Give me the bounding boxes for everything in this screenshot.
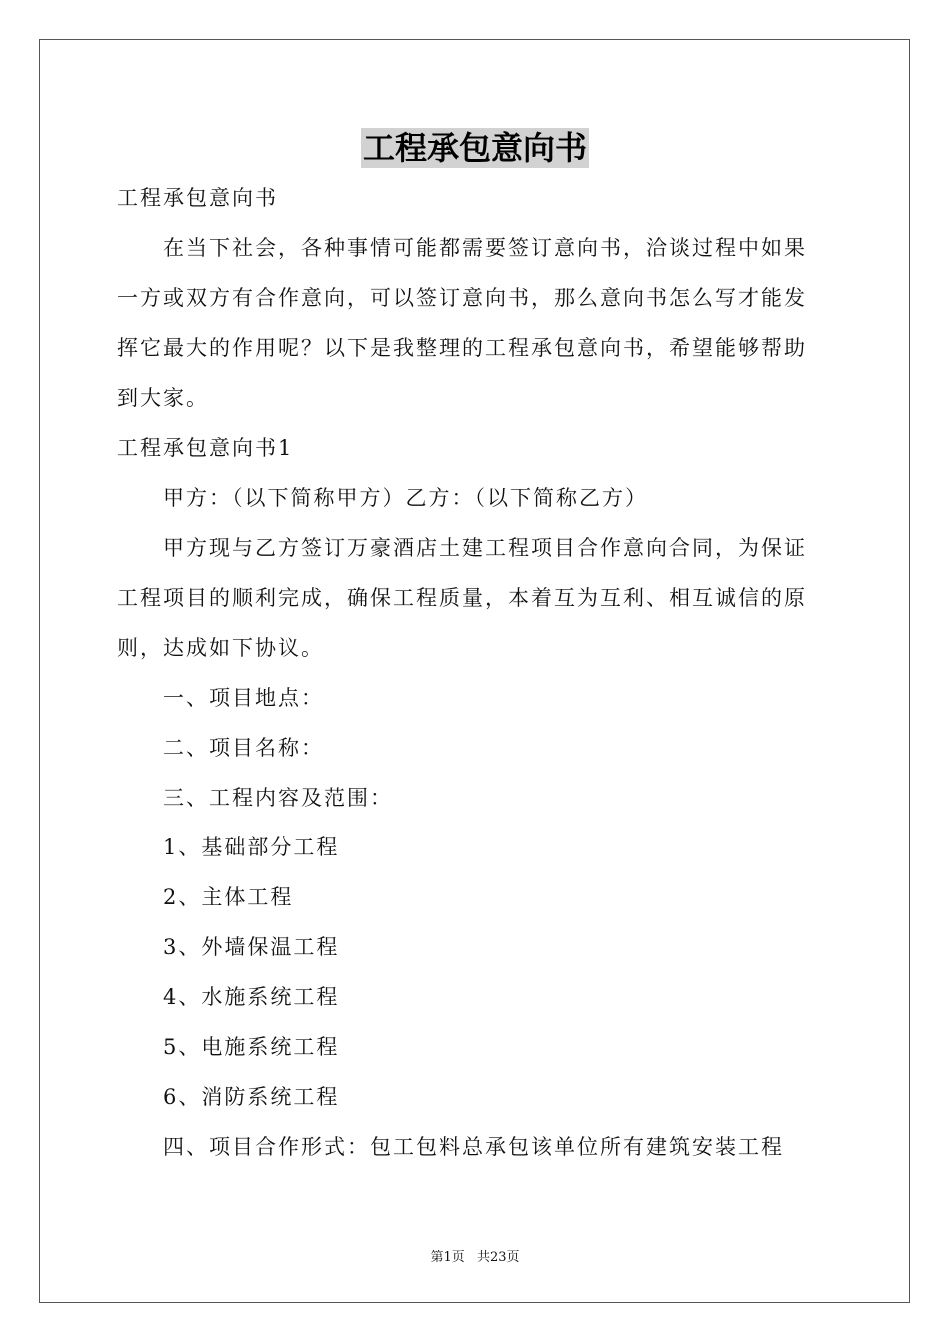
text-line: 四、项目合作形式：包工包料总承包该单位所有建筑安装工程 (117, 1135, 784, 1159)
page-footer (0, 1249, 950, 1267)
text-line: 6、消防系统工程 (117, 1085, 340, 1109)
text-line: 则，达成如下协议。 (117, 636, 324, 660)
text-line: 5、电施系统工程 (117, 1035, 340, 1059)
page-frame (39, 39, 910, 1303)
text-line: 工程承包意向书1 (117, 436, 294, 460)
title-container (0, 128, 950, 168)
text-line: 到大家。 (117, 386, 209, 410)
text-line: 1、基础部分工程 (117, 835, 340, 859)
document-title: 工程承包意向书 (362, 129, 587, 167)
text-line: 工程项目的顺利完成，确保工程质量，本着互为互利、相互诚信的原 (117, 586, 807, 610)
text-line: 一、项目地点： (117, 686, 324, 710)
text-line: 二、项目名称： (117, 736, 324, 760)
text-line: 甲方现与乙方签订万豪酒店土建工程项目合作意向合同，为保证 (117, 536, 807, 560)
text-line: 2、主体工程 (117, 885, 294, 909)
text-line: 4、水施系统工程 (117, 985, 340, 1009)
text-line: 3、外墙保温工程 (117, 935, 340, 959)
text-line: 在当下社会，各种事情可能都需要签订意向书，洽谈过程中如果 (117, 236, 807, 260)
total-pages: 共23页 (476, 1250, 520, 1265)
text-line: 挥它最大的作用呢？以下是我整理的工程承包意向书，希望能够帮助 (117, 336, 807, 360)
text-line: 一方或双方有合作意向，可以签订意向书，那么意向书怎么写才能发 (117, 286, 807, 310)
text-line: 三、工程内容及范围： (117, 786, 393, 810)
text-line: 甲方：（以下简称甲方）乙方：（以下简称乙方） (117, 486, 648, 510)
page-number: 第1页 (430, 1250, 465, 1265)
text-line: 工程承包意向书 (117, 186, 278, 210)
